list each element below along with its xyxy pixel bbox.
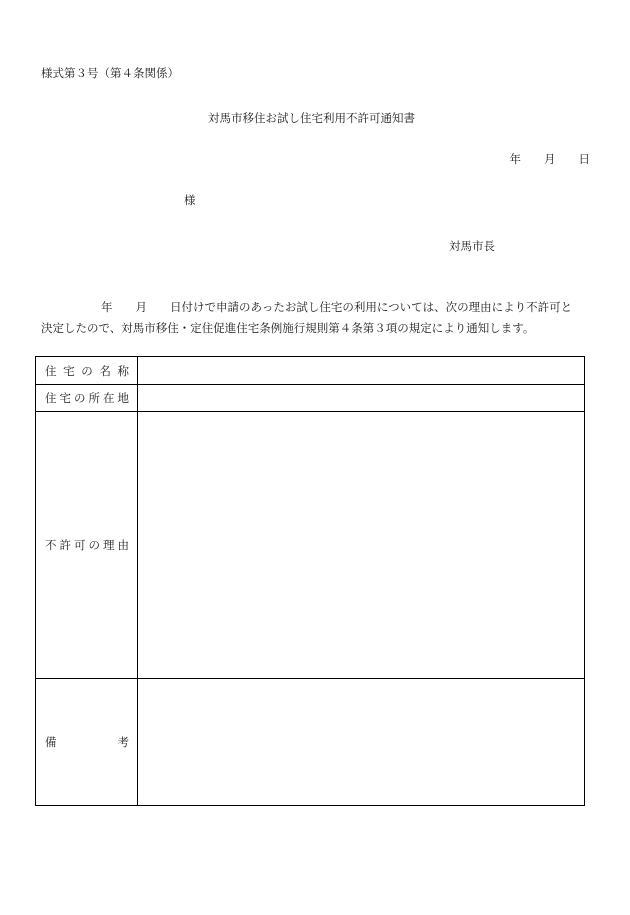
issuer-name: 対馬市長 xyxy=(449,239,495,253)
table-row-remarks xyxy=(36,679,585,806)
rejection-reason-label: 不許可の理由 xyxy=(45,538,129,552)
rejection-reason-label-cell xyxy=(36,412,138,679)
notice-details-table xyxy=(35,356,585,806)
house-name-label-cell xyxy=(36,357,138,385)
rejection-reason-value xyxy=(138,412,585,679)
body-text-line-2: 決定したので、対馬市移住・定住促進住宅条例施行規則第４条第３項の規定により通知します。 xyxy=(41,321,535,335)
house-address-label: 住宅の所在地 xyxy=(45,391,129,405)
remarks-label-cell xyxy=(36,679,138,806)
house-name-value xyxy=(138,357,585,385)
date-line: 年 月 日 xyxy=(509,152,590,166)
table-row-house-address xyxy=(36,385,585,412)
body-text-line-1: 年 月 日付けで申請のあったお試し住宅の利用については、次の理由により不許可と xyxy=(101,300,573,314)
house-name-label: 住宅の名称 xyxy=(45,363,129,378)
table-row-rejection-reason xyxy=(36,412,585,679)
document-title: 対馬市移住お試し住宅利用不許可通知書 xyxy=(208,111,415,125)
remarks-value xyxy=(138,679,585,806)
remarks-label: 備考 xyxy=(45,735,129,749)
form-number-label: 様式第３号（第４条関係） xyxy=(41,66,179,80)
house-address-label-cell xyxy=(36,385,138,412)
addressee-suffix: 様 xyxy=(184,193,196,207)
house-address-value xyxy=(138,385,585,412)
table-row-house-name xyxy=(36,357,585,385)
